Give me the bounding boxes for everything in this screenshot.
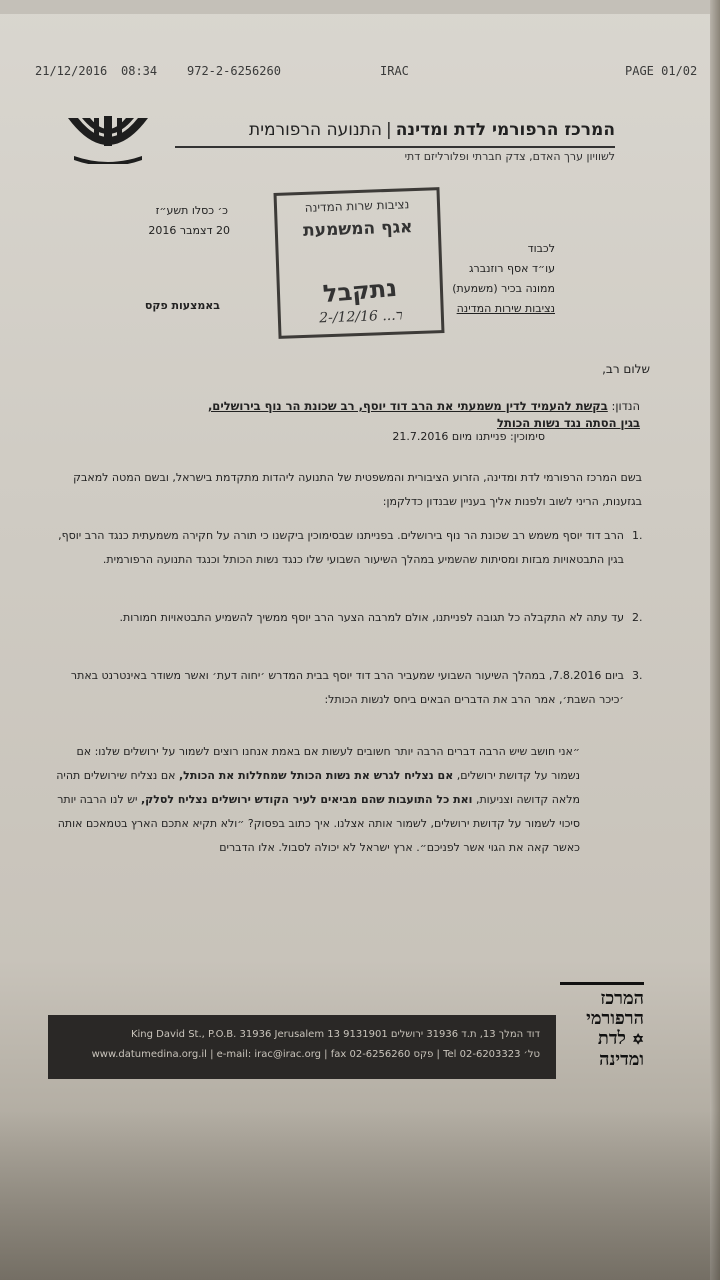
footer-address: King David St., P.O.B. 31936 Jerusalem 13 9131901 דוד המלך 13, ת.ד 31936 ירושלים xyxy=(130,1029,540,1040)
delivery-method: באמצעות פקס xyxy=(144,299,220,312)
footer-bar xyxy=(48,1015,556,1079)
previous-page-strip xyxy=(0,0,720,14)
subject-text-2: בגין הסתה נגד נשות הכותל xyxy=(497,416,640,430)
subject-text-1: בקשת להעמיד לדין משמעתי את הרב דוד יוסף, רב שכונת הר נוף בירושלים, xyxy=(207,399,608,413)
star-of-david-icon: ✡ xyxy=(632,1032,644,1048)
item-text: ביום 7.8.2016, במהלך השיעור השבועי שמעביר הרב דוד יוסף בבית המדרש ׳יחוה דעת׳ ואשר משודר באינטרנט באתר ׳כיכר השבת׳, אמר הרב את הדברים הבאים ביחס לנשות הכותל: xyxy=(70,669,624,706)
footer-logo-line-4: ומדינה xyxy=(599,1049,644,1070)
subject-prefix: הנדון: xyxy=(611,399,640,413)
org-name xyxy=(175,120,615,140)
intro-paragraph: בשם המרכז הרפורמי לדת ומדינה, הזרוע הציבורית והמשפטית של התנועה ליהדות מתקדמת בישראל, ובשם המטה למאבק בגזענות, הריני לשוב ולפנות אליך בעניין שבנדון כדלקמן: xyxy=(73,471,642,508)
org-movement: התנועה הרפורמית xyxy=(249,120,382,140)
reference-line: סימוכין: פנייתנו מיום 21.7.2016 xyxy=(392,430,545,443)
footer-logo-line-2: הרפורמי xyxy=(586,1008,644,1029)
fax-sender: IRAC xyxy=(380,64,409,78)
numbered-item-2 xyxy=(48,606,658,630)
letterhead-rule xyxy=(175,146,615,148)
gregorian-date: 20 דצמבר 2016 xyxy=(148,224,230,237)
recipient-to: לכבוד xyxy=(527,242,555,255)
org-tagline: לשוויון ערך האדם, צדק חברתי ופלורליזם דתי xyxy=(404,150,615,163)
stamp-line-commission: נציבות שרות המדינה xyxy=(304,197,410,215)
footer-logo-line-3: ✡ לדת xyxy=(597,1028,644,1049)
fax-page: PAGE 01/02 xyxy=(625,64,698,78)
stamp-handwritten-date: 2-/12/16 ...ר xyxy=(318,307,403,327)
paper-edge xyxy=(710,0,720,1280)
item-text: הרב דוד יוסף משמש רב שכונת הר נוף בירושלים. בפנייתנו שבסימוכין ביקשנו כי תורה על חקירה משמעתית כנגד הרב יוסף, בגין התבטאויות מבזות ומסיתות שהשמיע במהלך השיעור השבועי שלו כנגד נשות הכותל וכנגד התנועה הרפורמית. xyxy=(58,529,624,566)
fax-time: 08:34 xyxy=(121,64,158,78)
stamp-line-received: נתקבל xyxy=(321,273,399,309)
footer-contacts: www.datumedina.org.il | e-mail: irac@irac.org | fax 02-6256260 פקס | Tel 02-6203323 טל׳ xyxy=(91,1049,540,1060)
recipient-name: עו״ד אסף רוזנברג xyxy=(468,262,555,275)
org-reform-center: המרכז הרפורמי לדת ומדינה xyxy=(395,120,615,140)
item-text: עד עתה לא התקבלה כל תגובה לפנייתנו, אולם למרבה הצער הרב יוסף ממשיך להשמיע התבטאויות חמורות. xyxy=(119,611,624,624)
hebrew-date: כ׳ כסלו תשע״ז xyxy=(155,204,228,217)
menorah-arc-logo xyxy=(64,112,152,164)
footer-logo-line-1: המרכז xyxy=(600,988,644,1009)
greeting: שלום רב, xyxy=(602,362,650,376)
numbered-item-1 xyxy=(48,524,658,572)
recipient-office: נציבות שירות המדינה xyxy=(456,302,555,315)
quoted-statement xyxy=(55,740,580,860)
recipient-title: ממונה בכיר (משמעת) xyxy=(452,282,555,295)
item-number: 1. xyxy=(632,529,643,542)
fax-date: 21/12/2016 xyxy=(35,64,108,78)
photo-shadow xyxy=(0,1110,720,1280)
fax-number: 972-2-6256260 xyxy=(187,64,281,78)
fax-header xyxy=(35,64,698,82)
org-separator: | xyxy=(385,120,392,140)
subject-line xyxy=(60,398,640,432)
footer-logo xyxy=(560,982,644,1070)
item-number: 2. xyxy=(632,611,643,624)
stamp-line-department: אגף המשמעת xyxy=(302,217,413,241)
quote-part-3: יש לנו הרבה יותר סיכוי לשמור על קדושת ירושלים, לשמור אותה אצלנו. איך כתוב בפסוק? ״ולא תקיא אתכם הארץ בטמאכם אותה כאשר קאה את הגוי אשר לפניכם״. ארץ ישראל לא יכולה לסבול. אלו הדברים xyxy=(57,793,580,854)
quote-part-1: ״אני חושב שיש הרבה דברים הרבה יותר חשובים לעשות אם באמת אנחנו רוצים לשמור על ירושלים שלנו: אם נשמור על קדושת ירושלים, xyxy=(76,745,580,782)
item-number: 3. xyxy=(632,669,643,682)
quote-part-2: אם נצליח שירושלים תהיה מלאה קדושה וצניעות, xyxy=(56,769,580,806)
numbered-item-3 xyxy=(48,664,658,712)
quote-bold-2: ואת כל התועבות שהם מביאים לעיר הקודש ירושלים נצליח לסלק, xyxy=(140,793,473,806)
quote-bold-1: אם נצליח לגרש את נשות הכותל שמחללות את הכותל, xyxy=(178,769,454,782)
